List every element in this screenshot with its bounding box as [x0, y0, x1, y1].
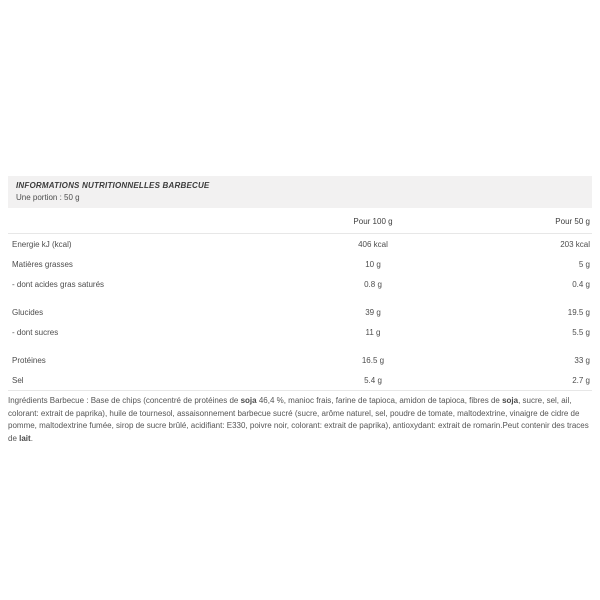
ingredient-text: , sucre, sel, ail, colorant: extrait de paprika), huile de tournesol, assaisonnement barbecue sucré (sucre, arôme naturel, sel, poudre de tomate, maltodextrine, vinaigre de cidre de pomme, maltodextrine fumée, sirop de sucre brûlé, acidifiant: E330, poivre noir, colorant: extrait de paprika), antioxydant: extrait de romarin.Peut contenir des traces de [8, 396, 589, 443]
row-value-per-100g: 5.4 g [364, 375, 382, 385]
nutrition-table [8, 208, 592, 391]
row-label: - dont acides gras saturés [12, 279, 105, 289]
portion-text: Une portion : 50 g [16, 193, 80, 202]
row-label: - dont sucres [12, 327, 59, 337]
row-value-per-100g: 39 g [365, 307, 381, 317]
table-row [8, 234, 592, 255]
col-header-blank [8, 208, 271, 234]
row-value-per-50g: 203 kcal [560, 239, 590, 249]
row-label: Protéines [12, 355, 46, 365]
row-value-per-50g: 19.5 g [567, 307, 590, 317]
row-value-per-100g: 16.5 g [361, 355, 385, 365]
allergen-text: lait [19, 433, 31, 443]
ingredient-text: 46,4 %, manioc frais, farine de tapioca, amidon de tapioca, fibres de [256, 396, 503, 405]
row-value-per-100g: 10 g [365, 259, 381, 269]
row-value-per-100g: 406 kcal [358, 239, 388, 249]
ingredient-text: Ingrédients Barbecue : Base de chips (concentré de protéines de [8, 396, 241, 405]
col-header-per-100g: Pour 100 g [271, 208, 475, 234]
row-label: Sel [12, 375, 24, 385]
row-label: Glucides [12, 307, 44, 317]
table-row [8, 274, 592, 294]
row-label: Energie kJ (kcal) [12, 239, 72, 249]
row-label: Matières grasses [12, 259, 73, 269]
row-value-per-50g: 0.4 g [572, 279, 590, 289]
row-value-per-50g: 2.7 g [572, 375, 590, 385]
table-row [8, 342, 592, 370]
ingredient-text: . [30, 433, 33, 443]
row-value-per-100g: 11 g [365, 327, 381, 337]
section-title: INFORMATIONS NUTRITIONNELLES BARBECUE [16, 181, 210, 190]
col-header-per-50g: Pour 50 g [475, 208, 592, 234]
allergen-text: soja [240, 396, 257, 405]
table-row [8, 254, 592, 274]
allergen-text: soja [502, 396, 519, 405]
ingredients-paragraph [8, 395, 592, 445]
table-row [8, 322, 592, 342]
row-value-per-50g: 33 g [574, 355, 590, 365]
row-value-per-50g: 5 g [578, 259, 590, 269]
nutrition-header [8, 176, 592, 208]
row-value-per-100g: 0.8 g [364, 279, 382, 289]
nutrition-section [8, 176, 592, 453]
table-row [8, 294, 592, 322]
table-row [8, 370, 592, 391]
row-value-per-50g: 5.5 g [572, 327, 590, 337]
table-header-row [8, 208, 592, 234]
